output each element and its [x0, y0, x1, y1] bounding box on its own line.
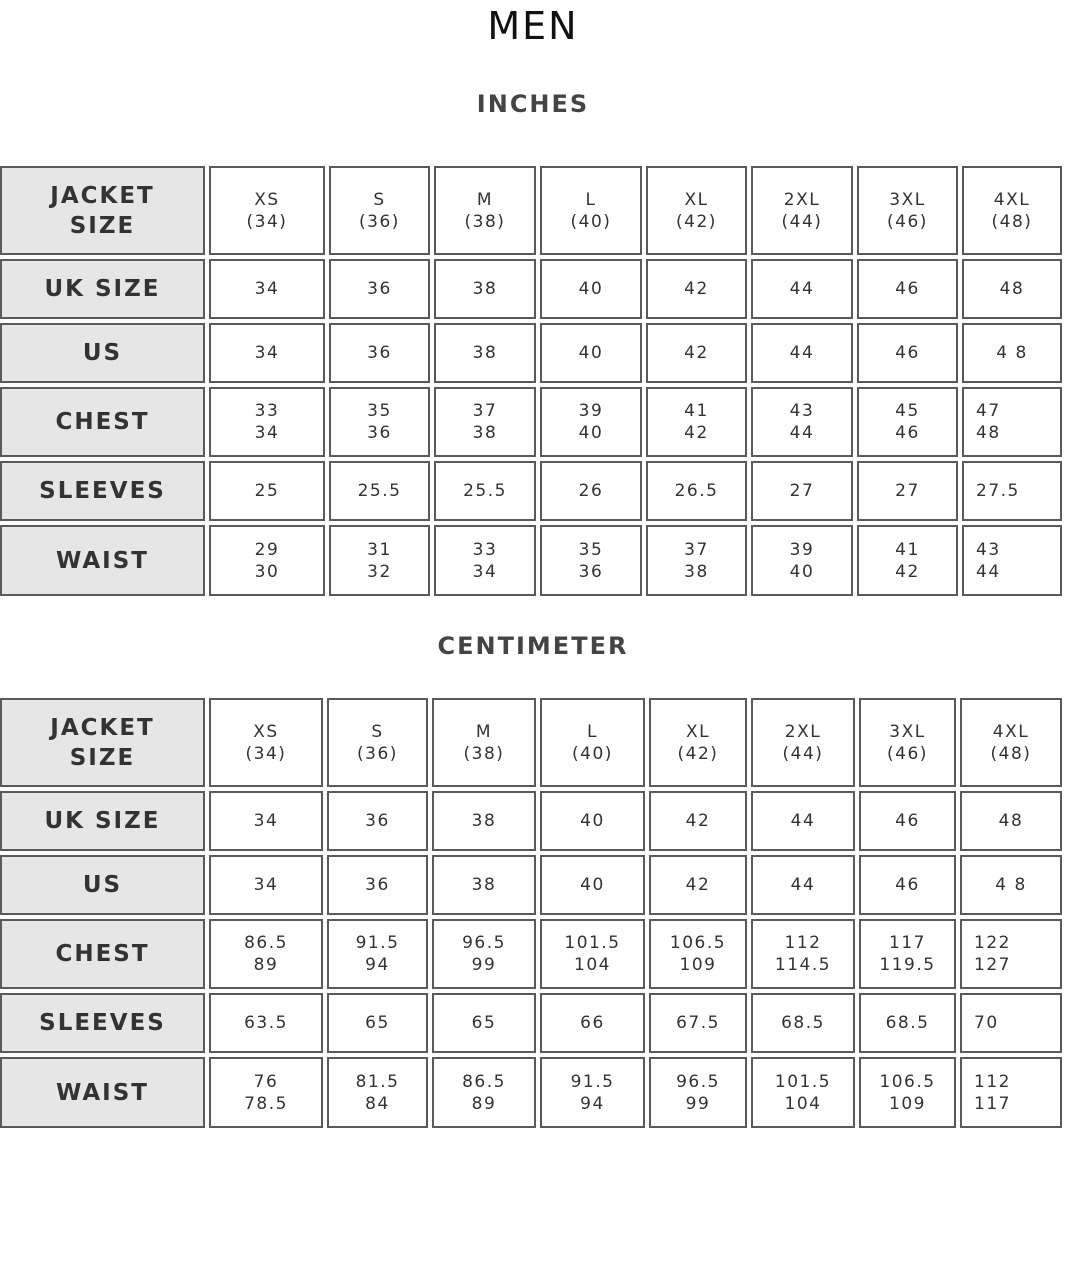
- cell-text: 117: [974, 1093, 1011, 1114]
- cell-text: 112: [784, 933, 822, 953]
- cell-text: 42: [895, 561, 920, 582]
- cell-text: 86.5: [244, 933, 288, 953]
- cell-text: 119.5: [879, 955, 936, 975]
- cell-text: JACKET: [50, 714, 155, 741]
- cell-text: CHEST: [55, 941, 150, 967]
- table-cell: [857, 525, 958, 596]
- cell-text: 41: [684, 401, 709, 421]
- table-cell: [859, 791, 956, 851]
- header-label-cell: [0, 166, 205, 255]
- cell-text: WAIST: [56, 1079, 149, 1106]
- cell-text: 63.5: [244, 1013, 288, 1033]
- cell-text: 99: [471, 955, 497, 975]
- table-cell: [751, 855, 855, 915]
- cell-text: 36: [367, 423, 392, 443]
- cell-text: SLEEVES: [39, 478, 166, 504]
- size-column-header: [646, 166, 747, 255]
- table-cell: [434, 525, 536, 596]
- table-cell: [859, 1057, 956, 1128]
- cell-text: CHEST: [55, 409, 150, 435]
- table-cell: [327, 791, 428, 851]
- cell-text: 46: [895, 279, 920, 299]
- cell-text: 25.5: [357, 481, 402, 501]
- size-column-header: [540, 166, 642, 255]
- cell-text: 94: [365, 955, 390, 975]
- cell-text: 48: [976, 423, 1001, 443]
- table-cell: [540, 919, 645, 989]
- cell-text: 44: [789, 279, 815, 299]
- cell-text: 127: [974, 955, 1011, 975]
- cell-text: 44: [789, 423, 815, 443]
- cell-text: 112: [974, 1071, 1011, 1092]
- table-cell: [329, 323, 430, 383]
- table-cell: [209, 855, 323, 915]
- cell-text: 36: [365, 811, 390, 831]
- cell-text: 3XL: [889, 721, 926, 742]
- cell-text: 84: [365, 1093, 390, 1114]
- cell-text: S: [371, 721, 384, 742]
- cell-text: 40: [578, 343, 604, 363]
- table-cell: [434, 259, 536, 319]
- cell-text: 70: [974, 1013, 999, 1033]
- table-cell: [960, 1057, 1062, 1128]
- cell-text: 81.5: [355, 1071, 400, 1092]
- cell-text: (34): [246, 211, 288, 232]
- size-column-header: [540, 698, 645, 787]
- cell-text: (40): [570, 211, 612, 232]
- size-column-header: [329, 166, 430, 255]
- table-cell: [540, 855, 645, 915]
- cell-text: 43: [976, 539, 1001, 560]
- section-title-inches: INCHES: [476, 90, 590, 118]
- cell-text: 114.5: [774, 955, 832, 975]
- cell-text: 68.5: [781, 1013, 825, 1033]
- table-cell: [962, 461, 1062, 521]
- cell-text: 29: [254, 539, 280, 560]
- table-cell: [540, 791, 645, 851]
- table-cell: [646, 525, 747, 596]
- table-cell: [209, 919, 323, 989]
- cell-text: 38: [472, 279, 498, 299]
- cell-text: S: [373, 189, 386, 210]
- cell-text: 27: [789, 481, 815, 501]
- cell-text: 44: [976, 561, 1001, 582]
- table-cell: [960, 919, 1062, 989]
- cell-text: 47: [976, 401, 1001, 421]
- cell-text: 37: [472, 401, 498, 421]
- table-cell: [962, 259, 1062, 319]
- table-cell: [646, 323, 747, 383]
- cell-text: (40): [572, 743, 613, 764]
- cell-text: 42: [684, 343, 709, 363]
- cell-text: WAIST: [56, 547, 149, 574]
- cell-text: XS: [253, 721, 279, 742]
- cell-text: 44: [790, 875, 816, 895]
- table-cell: [329, 461, 430, 521]
- cell-text: 42: [684, 279, 709, 299]
- cell-text: 43: [789, 401, 815, 421]
- cell-text: 38: [684, 561, 709, 582]
- table-cell: [329, 259, 430, 319]
- cell-text: 36: [578, 561, 604, 582]
- table-cell: [751, 461, 853, 521]
- cell-text: 68.5: [885, 1013, 930, 1033]
- cell-text: 104: [574, 955, 611, 975]
- table-cell: [646, 461, 747, 521]
- size-column-header: [859, 698, 956, 787]
- cell-text: 109: [889, 1093, 926, 1114]
- size-column-header: [432, 698, 536, 787]
- table-cell: [209, 259, 325, 319]
- cell-text: 48: [999, 279, 1025, 299]
- table-cell: [540, 461, 642, 521]
- table-cell: [751, 919, 855, 989]
- table-cell: [962, 323, 1062, 383]
- table-cell: [432, 791, 536, 851]
- table-cell: [646, 259, 747, 319]
- cell-text: (36): [359, 211, 400, 232]
- table-cell: [329, 387, 430, 457]
- table-cell: [432, 1057, 536, 1128]
- cell-text: M: [476, 189, 494, 210]
- cell-text: 36: [367, 343, 392, 363]
- header-label-cell: [0, 698, 205, 787]
- row-label-cell: [0, 855, 205, 915]
- row-label-cell: [0, 387, 205, 457]
- cell-text: US: [82, 340, 123, 366]
- cell-text: 106.5: [669, 933, 727, 953]
- cell-text: 106.5: [879, 1071, 936, 1092]
- table-cell: [540, 1057, 645, 1128]
- cell-text: 42: [685, 811, 711, 831]
- cell-text: 40: [580, 811, 605, 831]
- cell-text: (36): [357, 743, 398, 764]
- cell-text: 91.5: [570, 1071, 615, 1092]
- cell-text: 38: [471, 811, 497, 831]
- cell-text: 42: [685, 875, 711, 895]
- size-table-inches: [0, 166, 1066, 600]
- cell-text: SIZE: [69, 212, 136, 239]
- cell-text: L: [587, 721, 598, 742]
- table-cell: [859, 993, 956, 1053]
- cell-text: 94: [580, 1093, 605, 1114]
- table-cell: [649, 1057, 747, 1128]
- cell-text: 38: [472, 343, 498, 363]
- cell-text: (44): [782, 743, 824, 764]
- table-cell: [857, 387, 958, 457]
- cell-text: 65: [471, 1013, 497, 1033]
- table-cell: [209, 387, 325, 457]
- cell-text: 96.5: [676, 1071, 720, 1092]
- cell-text: 4 8: [996, 343, 1028, 363]
- cell-text: 31: [367, 539, 392, 560]
- row-label-cell: [0, 1057, 205, 1128]
- cell-text: SLEEVES: [39, 1010, 166, 1036]
- table-cell: [962, 387, 1062, 457]
- section-title-centimeter: CENTIMETER: [437, 632, 629, 660]
- table-cell: [540, 323, 642, 383]
- row-label-cell: [0, 525, 205, 596]
- cell-text: JACKET: [50, 182, 155, 209]
- cell-text: 99: [685, 1093, 711, 1114]
- row-label-cell: [0, 919, 205, 989]
- table-cell: [751, 1057, 855, 1128]
- cell-text: 46: [895, 875, 920, 895]
- cell-text: 66: [580, 1013, 605, 1033]
- table-cell: [859, 855, 956, 915]
- cell-text: 25: [254, 481, 280, 501]
- table-cell: [434, 323, 536, 383]
- table-cell: [857, 461, 958, 521]
- cell-text: 36: [365, 875, 390, 895]
- cell-text: 44: [790, 811, 816, 831]
- row-label-cell: [0, 791, 205, 851]
- cell-text: (42): [676, 211, 717, 232]
- cell-text: (44): [781, 211, 823, 232]
- table-cell: [960, 993, 1062, 1053]
- cell-text: 41: [895, 539, 920, 560]
- table-cell: [751, 993, 855, 1053]
- table-cell: [327, 855, 428, 915]
- table-cell: [209, 461, 325, 521]
- table-cell: [751, 259, 853, 319]
- size-column-header: [857, 166, 958, 255]
- size-column-header: [434, 166, 536, 255]
- cell-text: 122: [974, 933, 1011, 953]
- cell-text: 91.5: [355, 933, 400, 953]
- cell-text: 40: [789, 561, 815, 582]
- cell-text: XL: [684, 189, 709, 210]
- cell-text: 32: [367, 561, 392, 582]
- cell-text: 109: [679, 955, 717, 975]
- cell-text: 3XL: [889, 189, 926, 210]
- table-cell: [960, 855, 1062, 915]
- cell-text: 4XL: [992, 721, 1030, 742]
- cell-text: (38): [463, 743, 505, 764]
- cell-text: 38: [471, 875, 497, 895]
- cell-text: 40: [578, 423, 604, 443]
- cell-text: 26: [578, 481, 604, 501]
- cell-text: 46: [895, 423, 920, 443]
- cell-text: 45: [895, 401, 920, 421]
- cell-text: 46: [895, 811, 920, 831]
- cell-text: 27.5: [976, 481, 1020, 501]
- table-cell: [432, 919, 536, 989]
- table-cell: [209, 791, 323, 851]
- cell-text: 35: [578, 539, 604, 560]
- cell-text: 101.5: [564, 933, 621, 953]
- cell-text: M: [475, 721, 493, 742]
- cell-text: 2XL: [783, 189, 821, 210]
- cell-text: 39: [578, 401, 604, 421]
- cell-text: 38: [472, 423, 498, 443]
- table-cell: [962, 525, 1062, 596]
- table-cell: [327, 1057, 428, 1128]
- table-cell: [649, 855, 747, 915]
- cell-text: (42): [677, 743, 719, 764]
- cell-text: L: [585, 189, 597, 210]
- size-column-header: [327, 698, 428, 787]
- cell-text: 27: [895, 481, 920, 501]
- size-column-header: [751, 166, 853, 255]
- cell-text: 101.5: [774, 1071, 832, 1092]
- cell-text: 26.5: [674, 481, 719, 501]
- cell-text: 67.5: [676, 1013, 720, 1033]
- cell-text: 86.5: [462, 1071, 506, 1092]
- table-cell: [540, 525, 642, 596]
- cell-text: 34: [253, 875, 279, 895]
- size-column-header: [962, 166, 1062, 255]
- cell-text: 34: [254, 343, 280, 363]
- cell-text: 25.5: [463, 481, 507, 501]
- cell-text: US: [82, 872, 123, 898]
- cell-text: 104: [784, 1093, 822, 1114]
- table-cell: [859, 919, 956, 989]
- cell-text: (38): [464, 211, 506, 232]
- table-cell: [649, 791, 747, 851]
- cell-text: 48: [998, 811, 1024, 831]
- table-cell: [751, 323, 853, 383]
- cell-text: 34: [254, 279, 280, 299]
- cell-text: 4 8: [995, 875, 1027, 895]
- table-cell: [432, 993, 536, 1053]
- cell-text: 34: [472, 561, 498, 582]
- table-cell: [857, 259, 958, 319]
- cell-text: 2XL: [784, 721, 822, 742]
- table-cell: [434, 387, 536, 457]
- table-cell: [649, 919, 747, 989]
- table-cell: [327, 919, 428, 989]
- cell-text: 35: [367, 401, 392, 421]
- size-column-header: [649, 698, 747, 787]
- cell-text: 33: [254, 401, 280, 421]
- table-cell: [751, 525, 853, 596]
- cell-text: 96.5: [462, 933, 506, 953]
- cell-text: XS: [254, 189, 280, 210]
- table-cell: [209, 323, 325, 383]
- table-cell: [751, 387, 853, 457]
- cell-text: (48): [990, 743, 1032, 764]
- table-cell: [327, 993, 428, 1053]
- size-column-header: [209, 166, 325, 255]
- cell-text: XL: [685, 721, 711, 742]
- cell-text: 36: [367, 279, 392, 299]
- size-column-header: [209, 698, 323, 787]
- cell-text: 40: [580, 875, 605, 895]
- cell-text: 30: [254, 561, 280, 582]
- cell-text: (46): [887, 743, 928, 764]
- cell-text: 40: [578, 279, 604, 299]
- table-cell: [540, 993, 645, 1053]
- table-cell: [751, 791, 855, 851]
- cell-text: 34: [254, 423, 280, 443]
- cell-text: (34): [245, 743, 287, 764]
- cell-text: 39: [789, 539, 815, 560]
- cell-text: UK SIZE: [44, 276, 161, 302]
- cell-text: SIZE: [69, 744, 136, 771]
- cell-text: 65: [365, 1013, 390, 1033]
- table-cell: [432, 855, 536, 915]
- size-column-header: [960, 698, 1062, 787]
- table-cell: [209, 1057, 323, 1128]
- table-cell: [209, 525, 325, 596]
- table-cell: [540, 259, 642, 319]
- table-cell: [434, 461, 536, 521]
- row-label-cell: [0, 259, 205, 319]
- cell-text: 33: [472, 539, 498, 560]
- table-cell: [649, 993, 747, 1053]
- cell-text: 4XL: [993, 189, 1031, 210]
- size-table-centimeter: [0, 698, 1066, 1132]
- cell-text: 76: [253, 1071, 279, 1092]
- table-cell: [540, 387, 642, 457]
- row-label-cell: [0, 461, 205, 521]
- cell-text: (46): [887, 211, 928, 232]
- cell-text: 78.5: [244, 1093, 288, 1114]
- cell-text: 89: [253, 955, 279, 975]
- cell-text: 44: [789, 343, 815, 363]
- cell-text: 37: [684, 539, 709, 560]
- row-label-cell: [0, 993, 205, 1053]
- cell-text: 89: [471, 1093, 497, 1114]
- cell-text: 46: [895, 343, 920, 363]
- table-cell: [857, 323, 958, 383]
- table-cell: [960, 791, 1062, 851]
- cell-text: (48): [991, 211, 1033, 232]
- size-column-header: [751, 698, 855, 787]
- table-cell: [329, 525, 430, 596]
- cell-text: UK SIZE: [44, 808, 161, 834]
- cell-text: 34: [253, 811, 279, 831]
- page-title: MEN: [487, 4, 579, 48]
- cell-text: 42: [684, 423, 709, 443]
- table-cell: [209, 993, 323, 1053]
- table-cell: [646, 387, 747, 457]
- row-label-cell: [0, 323, 205, 383]
- cell-text: 117: [889, 933, 926, 953]
